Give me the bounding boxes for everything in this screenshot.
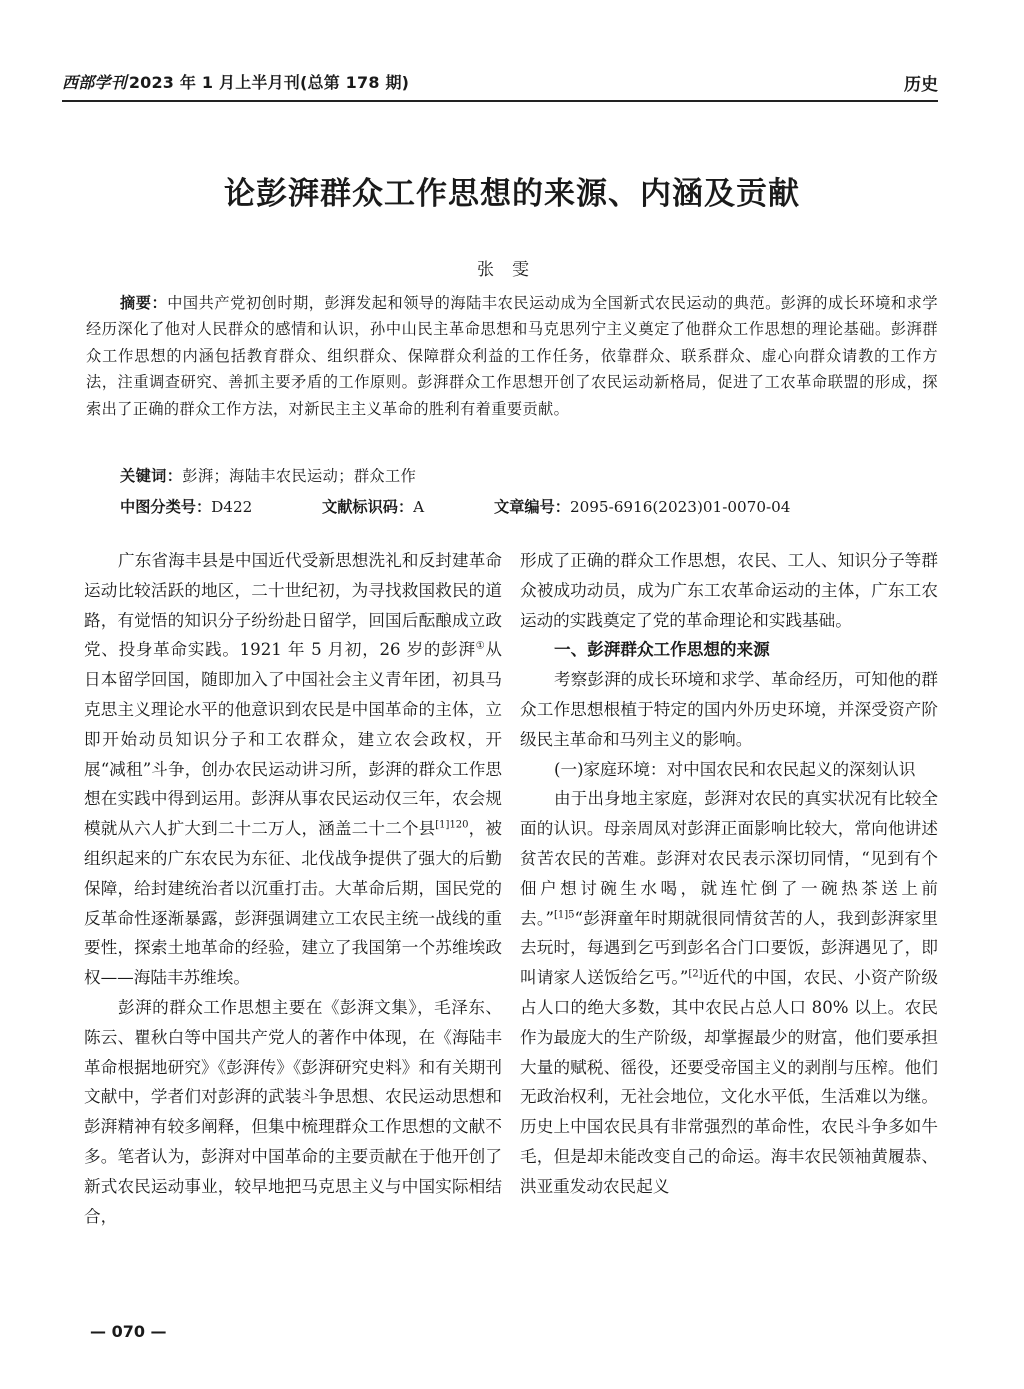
abstract xyxy=(86,290,938,422)
document-code xyxy=(322,496,424,517)
paragraph: 彭湃的群众工作思想主要在《彭湃文集》，毛泽东、陈云、瞿秋白等中国共产党人的著作中体现，在《海陆丰革命根据地研究》《彭湃传》《彭湃研究史料》和有关期刊文献中，学者们对彭湃的武装斗争思想、农民运动思想和彭湃精神有较多阐释，但集中梳理群众工作思想的文献不多。笔者认为，彭湃对中国革命的主要贡献在于他开创了新式农民运动事业，较早地把马克思主义与中国实际相结合， xyxy=(84,997,502,1226)
journal-issue: 2023 年 1 月上半月刊(总第 178 期) xyxy=(128,73,410,92)
keywords-text: 彭湃；海陆丰农民运动；群众工作 xyxy=(182,467,417,485)
page-number: — 070 — xyxy=(90,1322,167,1341)
journal-name xyxy=(62,70,409,93)
text-run: 由于出身地主家庭，彭湃对农民的真实状况有比较全面的认识。母亲周凤对彭湃正面影响比较大，常向他讲述贫苦农民的苦难。彭湃对农民表示深切同情，“见到有个佃户想讨碗生水喝，就连忙倒了一碗热茶送上前去。” xyxy=(520,789,938,928)
text-run: “彭湃童年时期就很同情贫苦的人，我到彭湃家里去玩时，每遇到乞丐到彭名合门口要饭，彭湃遇见了，即叫请家人送饭给乞丐。” xyxy=(520,908,939,988)
citation: [1]5 xyxy=(554,909,575,921)
clc-label: 中图分类号： xyxy=(120,498,212,516)
author-name: 张雯 xyxy=(477,260,547,280)
journal-logo: 西部学刊 xyxy=(62,73,127,92)
article-no-value: 2095-6916(2023)01-0070-04 xyxy=(569,498,791,516)
paragraph xyxy=(84,546,502,993)
abstract-text: 中国共产党初创时期，彭湃发起和领导的海陆丰农民运动成为全国新式农民运动的典范。彭湃的成长环境和求学经历深化了他对人民群众的感情和认识，孙中山民主革命思想和马克思列宁主义奠定了他群众工作思想的理论基础。彭湃群众工作思想的内涵包括教育群众、组织群众、保障群众利益的工作任务，依靠群众、联系群众、虚心向群众请教的工作方法，注重调查研究、善抓主要矛盾的工作原则。彭湃群众工作思想开创了农民运动新格局，促进了工农革命联盟的形成，探索出了正确的群众工作方法，对新民主主义革命的胜利有着重要贡献。 xyxy=(86,294,938,418)
article-number xyxy=(494,496,790,517)
subsection-heading: (一)家庭环境：对中国农民和农民起义的深刻认识 xyxy=(554,759,916,779)
doc-code-value: A xyxy=(413,498,425,516)
section-heading: 一、彭湃群众工作思想的来源 xyxy=(554,640,770,660)
article-no-label: 文章编号： xyxy=(494,498,570,516)
left-column xyxy=(84,546,502,1231)
text-run: 从日本留学回国，随即加入了中国社会主义青年团，初具马克思主义理论水平的他意识到农民是中国革命的主体，立即开始动员知识分子和工农群众，建立农会政权，开展“减租”斗争，创办农民运动讲习所，彭湃的群众工作思想在实践中得到运用。彭湃从事农民运动仅三年，农会规模就从六人扩大到二十二万人，涵盖二十二个县 xyxy=(84,640,503,839)
text-run: 近代的中国，农民、小资产阶级占人口的绝大多数，其中农民占总人口 80% 以上。农民作为最庞大的生产阶级，却掌握最少的财富，他们要承担大量的赋税、徭役，还要受帝国主义的剥削与压榨。他们无政治权利，无社会地位，文化水平低，生活难以为继。历史上中国农民具有非常强烈的革命性，农民斗争多如牛毛，但是却未能改变自己的命运。海丰农民领袖黄履恭、洪亚重发动农民起义 xyxy=(520,968,939,1196)
running-header xyxy=(62,68,938,102)
keywords xyxy=(120,465,416,486)
paragraph xyxy=(520,784,938,1201)
keywords-label: 关键词： xyxy=(120,467,183,485)
citation: [1]120 xyxy=(435,819,469,831)
text-run: 广东省海丰县是中国近代受新思想洗礼和反封建革命运动比较活跃的地区，二十世纪初，为寻找救国救民的道路，有觉悟的知识分子纷纷赴日留学，回国后酝酿成立政党、投身革命实践。1921 年 5 月初，26 岁的彭湃 xyxy=(84,551,502,660)
paragraph: 形成了正确的群众工作思想，农民、工人、知识分子等群众被成功动员，成为广东工农革命运动的主体，广东工农运动的实践奠定了党的革命理论和实践基础。 xyxy=(520,551,938,630)
doc-code-label: 文献标识码： xyxy=(322,498,414,516)
clc-number xyxy=(120,496,252,517)
right-column xyxy=(520,546,938,1202)
abstract-label: 摘要： xyxy=(120,294,168,312)
footnote-marker: ① xyxy=(475,640,486,652)
clc-value: D422 xyxy=(211,498,253,516)
section-name: 历史 xyxy=(904,75,938,95)
citation: [2] xyxy=(688,968,703,980)
article-title: 论彭湃群众工作思想的来源、内涵及贡献 xyxy=(224,176,800,212)
text-run: ，被组织起来的广东农民为东征、北伐战争提供了强大的后勤保障，给封建统治者以沉重打击。大革命后期，国民党的反革命性逐渐暴露，彭湃强调建立工农民主统一战线的重要性，探索土地革命的经验，建立了我国第一个苏维埃政权——海陆丰苏维埃。 xyxy=(84,819,503,988)
paragraph: 考察彭湃的成长环境和求学、革命经历，可知他的群众工作思想根植于特定的国内外历史环境，并深受资产阶级民主革命和马列主义的影响。 xyxy=(520,670,938,749)
